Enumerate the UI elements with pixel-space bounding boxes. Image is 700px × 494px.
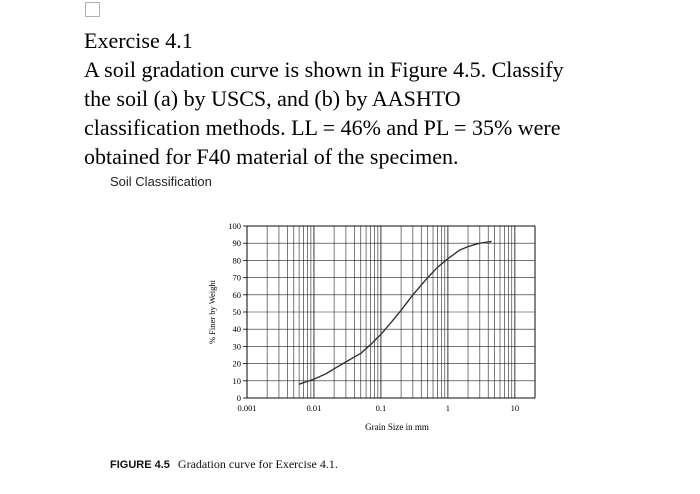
exercise-title: Exercise 4.1 (84, 28, 193, 53)
y-axis-label: % Finer by Weight (207, 279, 217, 345)
y-tick-label: 80 (232, 255, 241, 266)
chart-series (299, 242, 492, 385)
exercise-line: the soil (a) by USCS, and (b) by AASHTO (84, 86, 461, 111)
y-tick-label: 90 (232, 238, 241, 249)
x-tick-label: 0.01 (306, 403, 322, 413)
y-tick-label: 30 (232, 341, 241, 352)
x-tick-label: 0.1 (375, 403, 387, 413)
y-tick-label: 20 (232, 358, 241, 369)
x-axis-label: Grain Size in mm (365, 422, 429, 432)
figure-label: FIGURE 4.5 (110, 459, 170, 471)
y-tick-label: 100 (228, 221, 241, 231)
y-tick-label: 40 (232, 324, 241, 335)
exercise-line: obtained for F40 material of the specimen. (84, 144, 459, 169)
chart-ticks (228, 221, 519, 413)
gradation-curve (299, 242, 492, 385)
y-tick-label: 70 (232, 272, 241, 283)
y-tick-label: 60 (232, 289, 241, 300)
x-tick-label: 10 (510, 403, 520, 413)
figure-caption-text: Gradation curve for Exercise 4.1. (177, 457, 338, 471)
y-tick-label: 10 (232, 375, 241, 386)
exercise-line: A soil gradation curve is shown in Figure 4.5. Classify (84, 57, 564, 82)
section-label: Soil Classification (110, 174, 212, 189)
figure-caption (110, 457, 338, 472)
exercise-line: classification methods. LL = 46% and PL = 35% were (84, 115, 561, 140)
x-tick-label: 1 (445, 403, 451, 413)
chart-grid (247, 226, 535, 398)
y-tick-label: 0 (236, 393, 241, 403)
y-tick-label: 50 (232, 307, 241, 317)
x-tick-label: 0.001 (237, 403, 257, 413)
